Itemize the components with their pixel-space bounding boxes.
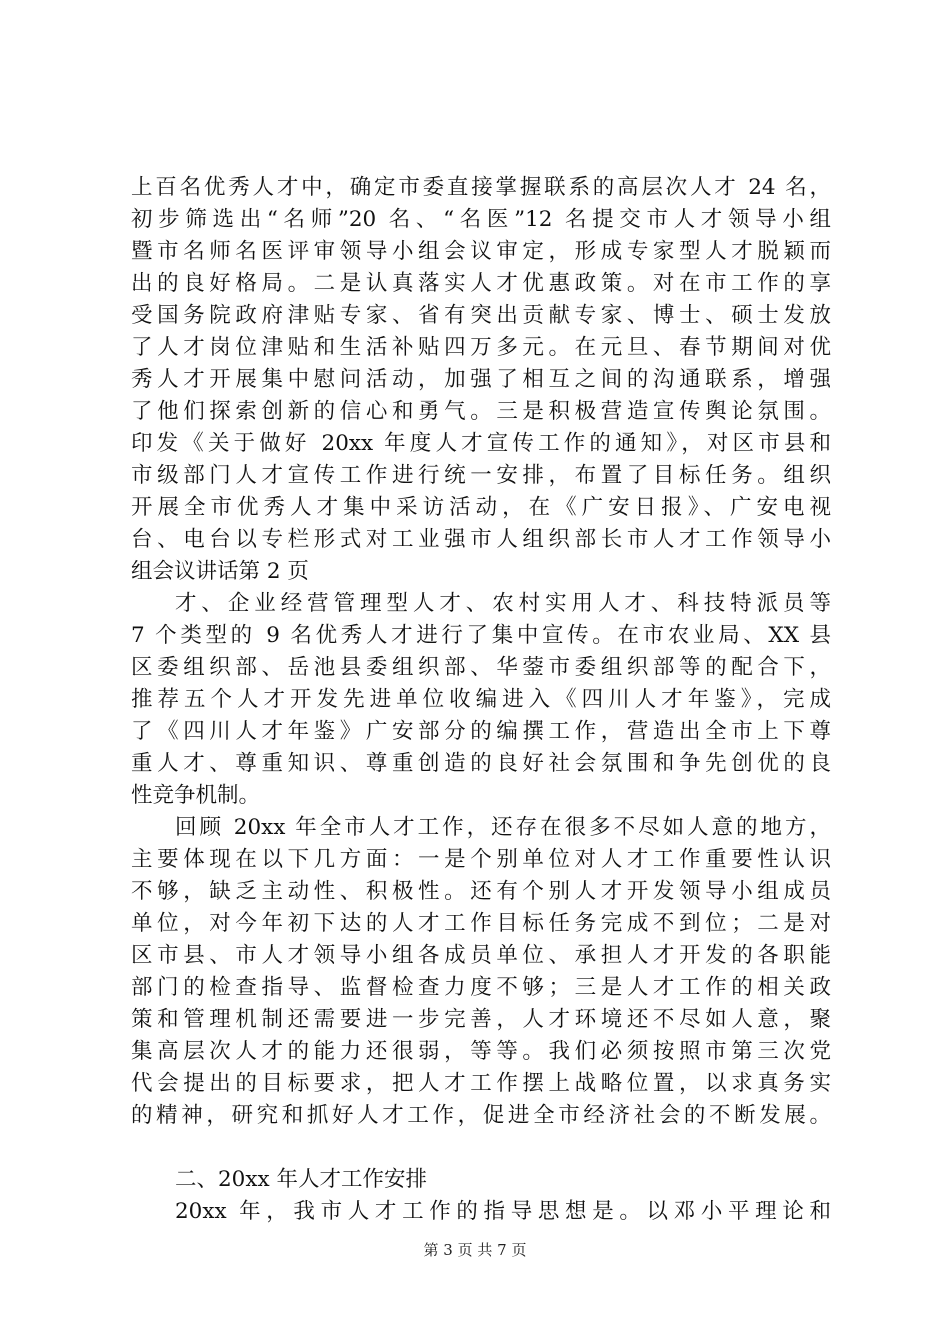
text-line: 秀人才开展集中慰问活动，加强了相互之间的沟通联系，增强 xyxy=(131,367,831,392)
text-line: 代会提出的目标要求，把人才工作摆上战略位置，以求真务实 xyxy=(131,1071,831,1096)
text-line: 单位，对今年初下达的人才工作目标任务完成不到位；二是对 xyxy=(131,911,831,936)
page-number-footer: 第 3 页 共 7 页 xyxy=(423,1241,527,1259)
text-line: 区委组织部、岳池县委组织部、华蓥市委组织部等的配合下， xyxy=(131,655,831,680)
text-line: 了人才岗位津贴和生活补贴四万多元。在元旦、春节期间对优 xyxy=(131,335,831,360)
text-line: 不够，缺乏主动性、积极性。还有个别人才开发领导小组成员 xyxy=(131,879,831,904)
text-line: 回顾 20xx 年全市人才工作，还存在很多不尽如人意的地方， xyxy=(175,815,831,840)
text-line: 受国务院政府津贴专家、省有突出贡献专家、博士、硕士发放 xyxy=(131,303,831,328)
text-line: 台、电台以专栏形式对工业强市人组织部长市人才工作领导小 xyxy=(131,527,831,552)
text-line: 部门的检查指导、监督检查力度不够；三是人才工作的相关政 xyxy=(131,975,831,1000)
text-line: 重人才、尊重知识、尊重创造的良好社会氛围和争先创优的良 xyxy=(131,751,831,776)
document-body xyxy=(131,172,831,1228)
text-line: 策和管理机制还需要进一步完善，人才环境还不尽如人意，聚 xyxy=(131,1007,831,1032)
text-line: 的精神，研究和抓好人才工作，促进全市经济社会的不断发展。 xyxy=(131,1103,831,1128)
text-line: 出的良好格局。二是认真落实人才优惠政策。对在市工作的享 xyxy=(131,271,831,296)
text-line: 性竞争机制。 xyxy=(131,783,261,808)
text-line: 上百名优秀人才中，确定市委直接掌握联系的高层次人才 24 名， xyxy=(131,175,831,200)
text-line: 推荐五个人才开发先进单位收编进入《四川人才年鉴》，完成 xyxy=(131,687,831,712)
text-line: 了《四川人才年鉴》广安部分的编撰工作，营造出全市上下尊 xyxy=(131,719,831,744)
text-line: 初步筛选出“名师”20 名、“名医”12 名提交市人才领导小组 xyxy=(131,207,831,232)
paragraph-2 xyxy=(131,588,831,812)
paragraph-3 xyxy=(131,812,831,1132)
text-line: 7 个类型的 9 名优秀人才进行了集中宣传。在市农业局、XX 县 xyxy=(131,623,831,648)
paragraph-4 xyxy=(131,1196,831,1228)
text-line: 印发《关于做好 20xx 年度人才宣传工作的通知》，对区市县和 xyxy=(131,431,831,456)
text-line: 主要体现在以下几方面：一是个别单位对人才工作重要性认识 xyxy=(131,847,831,872)
blank-line xyxy=(131,1132,831,1164)
text-line: 区市县、市人才领导小组各成员单位、承担人才开发的各职能 xyxy=(131,943,831,968)
text-line: 集高层次人才的能力还很弱，等等。我们必须按照市第三次党 xyxy=(131,1039,831,1064)
text-line: 市级部门人才宣传工作进行统一安排，布置了目标任务。组织 xyxy=(131,463,831,488)
text-line: 暨市名师名医评审领导小组会议审定，形成专家型人才脱颖而 xyxy=(131,239,831,264)
text-line: 才、企业经营管理型人才、农村实用人才、科技特派员等 xyxy=(175,591,831,616)
text-line: 20xx 年，我市人才工作的指导思想是。以邓小平理论和 xyxy=(175,1199,831,1224)
section-heading: 二、20xx 年人才工作安排 xyxy=(175,1167,427,1192)
text-line: 开展全市优秀人才集中采访活动，在《广安日报》、广安电视 xyxy=(131,495,831,520)
text-line: 了他们探索创新的信心和勇气。三是积极营造宣传舆论氛围。 xyxy=(131,399,831,424)
text-line: 组会议讲话第 2 页 xyxy=(131,559,309,584)
paragraph-1 xyxy=(131,172,831,588)
